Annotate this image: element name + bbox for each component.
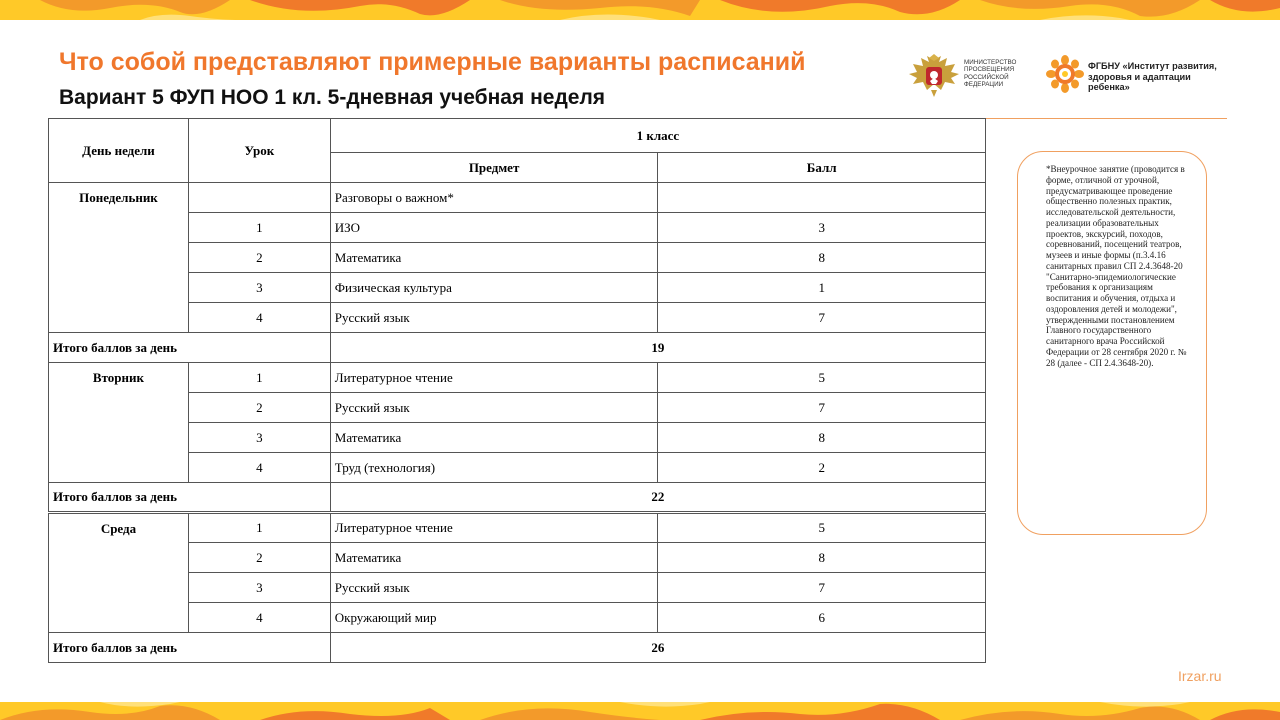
lesson-number: 2 — [188, 543, 330, 573]
total-value: 22 — [330, 483, 985, 513]
table-row — [49, 213, 986, 243]
lesson-number: 2 — [188, 243, 330, 273]
header-day: День недели — [49, 119, 189, 183]
lesson-number: 3 — [188, 423, 330, 453]
score-cell: 6 — [658, 603, 986, 633]
subject-cell: Разговоры о важном* — [330, 183, 658, 213]
score-cell: 5 — [658, 363, 986, 393]
site-link[interactable]: Irzar.ru — [1178, 668, 1222, 684]
table-row — [49, 273, 986, 303]
score-cell: 7 — [658, 393, 986, 423]
table-row — [49, 603, 986, 633]
subject-cell: Литературное чтение — [330, 513, 658, 543]
footnote-text: *Внеурочное занятие (проводится в форме, отличной от урочной, предусматривающее проведение общественно полезных практик, исследовательской деятельности, реализации образовательных проектов, экскурсий, походов, соревнований, посещений театров, музеев и иные формы (п.3.4.16 санитарных правил СП 2.4.3648-20 "Санитарно-эпидемиологические требования к организациям воспитания и обучения, отдыха и оздоровления детей и молодежи", утвержденными постановлением Главного государственного санитарного врача Российской Федерации от 28 сентября 2020 г. № 28 (далее - СП 2.4.3648-20). — [1046, 164, 1187, 368]
score-cell: 8 — [658, 543, 986, 573]
day-name: Среда — [49, 513, 189, 633]
header-class: 1 класс — [330, 119, 985, 153]
total-row — [49, 633, 986, 663]
total-label: Итого баллов за день — [49, 333, 331, 363]
page-title: Что собой представляют примерные варианты расписаний — [59, 48, 806, 76]
table-row — [49, 303, 986, 333]
footnote-box — [1017, 151, 1207, 535]
header-score: Балл — [658, 153, 986, 183]
total-label: Итого баллов за день — [49, 483, 331, 513]
score-cell: 8 — [658, 423, 986, 453]
total-value: 26 — [330, 633, 985, 663]
total-row — [49, 333, 986, 363]
lesson-number: 4 — [188, 603, 330, 633]
subject-cell: Литературное чтение — [330, 363, 658, 393]
subject-cell: Математика — [330, 243, 658, 273]
subject-cell: Русский язык — [330, 393, 658, 423]
day-name: Понедельник — [49, 183, 189, 333]
score-cell: 5 — [658, 513, 986, 543]
lesson-number — [188, 183, 330, 213]
score-cell: 7 — [658, 573, 986, 603]
institute-logo-text: ФГБНУ «Институт развития, здоровья и адаптации ребенка» — [1088, 61, 1217, 92]
total-label: Итого баллов за день — [49, 633, 331, 663]
institute-logo — [1046, 55, 1236, 95]
lesson-number: 1 — [188, 513, 330, 543]
total-value: 19 — [330, 333, 985, 363]
table-row — [49, 513, 986, 543]
score-cell: 2 — [658, 453, 986, 483]
score-cell: 3 — [658, 213, 986, 243]
page-subtitle: Вариант 5 ФУП НОО 1 кл. 5-дневная учебная неделя — [59, 86, 606, 109]
table-row — [49, 453, 986, 483]
total-row — [49, 483, 986, 513]
ministry-logo-text: МИНИСТЕРСТВО ПРОСВЕЩЕНИЯ РОССИЙСКОЙ ФЕДЕРАЦИИ — [964, 59, 1017, 88]
day-name: Вторник — [49, 363, 189, 483]
lesson-number: 4 — [188, 303, 330, 333]
lesson-number: 3 — [188, 273, 330, 303]
subject-cell: Труд (технология) — [330, 453, 658, 483]
table-row — [49, 423, 986, 453]
score-cell: 1 — [658, 273, 986, 303]
lesson-number: 1 — [188, 363, 330, 393]
lesson-number: 3 — [188, 573, 330, 603]
subject-cell: Математика — [330, 543, 658, 573]
score-cell: 7 — [658, 303, 986, 333]
top-decorative-band — [0, 0, 1280, 20]
bottom-decorative-band — [0, 702, 1280, 720]
table-row — [49, 183, 986, 213]
eagle-emblem-icon — [907, 54, 961, 98]
table-row — [49, 393, 986, 423]
header-lesson: Урок — [188, 119, 330, 183]
lesson-number: 4 — [188, 453, 330, 483]
table-header-row — [49, 119, 986, 153]
ministry-logo — [907, 54, 1032, 98]
schedule-table — [48, 118, 986, 663]
score-cell: 8 — [658, 243, 986, 273]
subject-cell: ИЗО — [330, 213, 658, 243]
table-row — [49, 543, 986, 573]
sun-logo-icon — [1046, 55, 1084, 93]
lesson-number: 2 — [188, 393, 330, 423]
table-row — [49, 363, 986, 393]
subject-cell: Русский язык — [330, 573, 658, 603]
header-subject: Предмет — [330, 153, 658, 183]
score-cell — [658, 183, 986, 213]
subject-cell: Окружающий мир — [330, 603, 658, 633]
table-row — [49, 243, 986, 273]
lesson-number: 1 — [188, 213, 330, 243]
subject-cell: Математика — [330, 423, 658, 453]
subject-cell: Физическая культура — [330, 273, 658, 303]
subject-cell: Русский язык — [330, 303, 658, 333]
table-row — [49, 573, 986, 603]
